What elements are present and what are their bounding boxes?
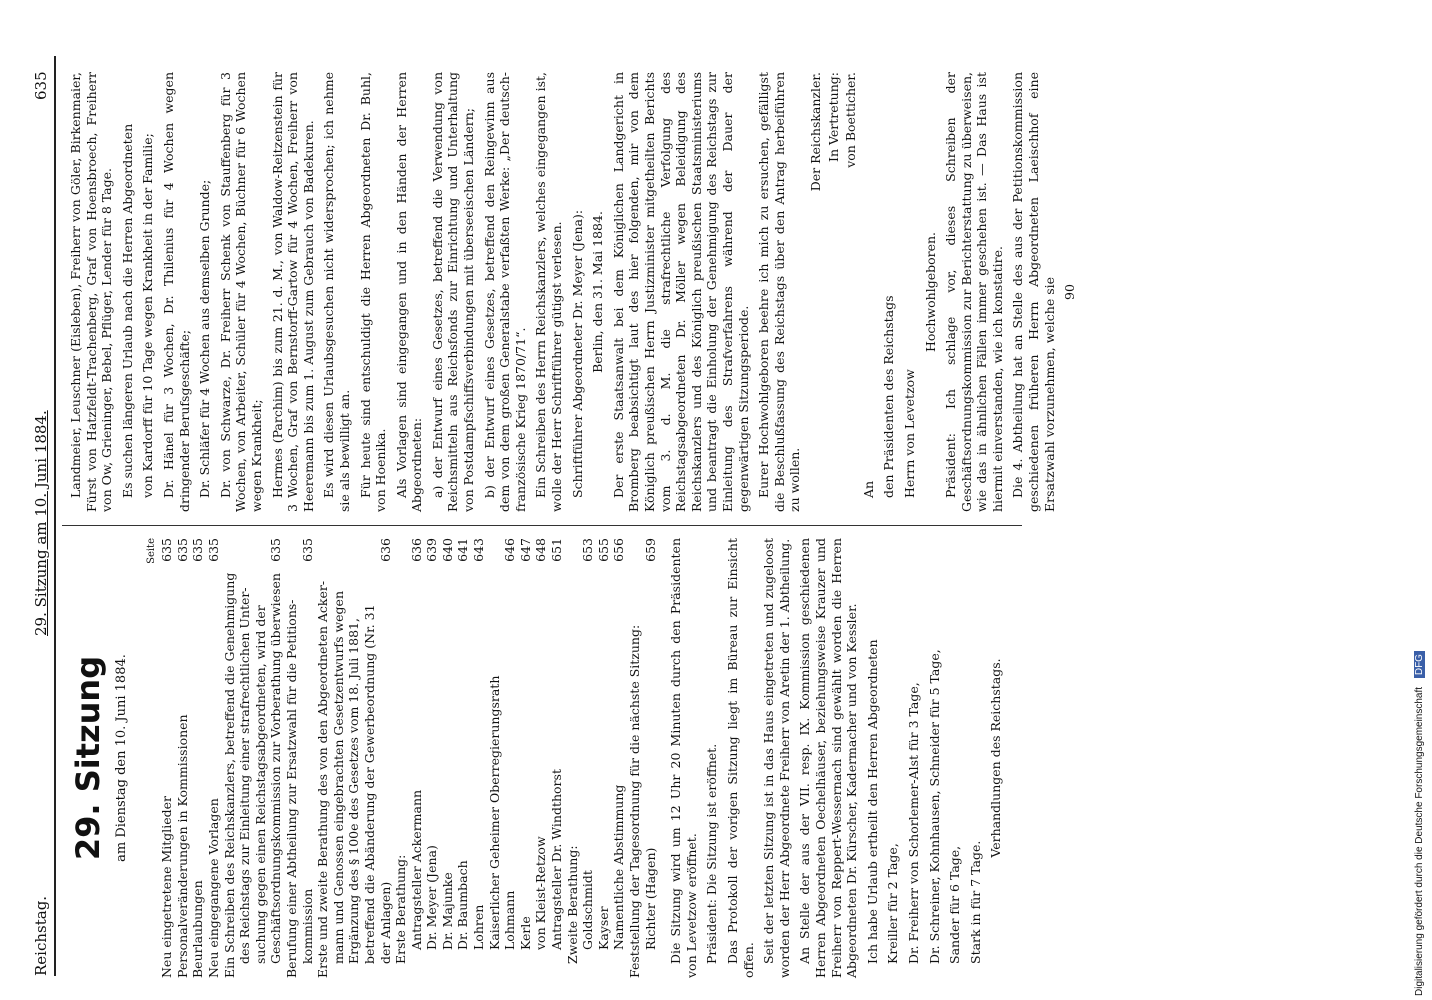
toc-entry-text: Kayser	[595, 906, 611, 950]
toc-entry	[565, 538, 581, 978]
toc-entry-text: Neu eingegangene Vorlagen	[205, 798, 221, 978]
header-page-number: 635	[32, 71, 50, 100]
column-divider	[62, 525, 1022, 526]
toc-entry-page: 653	[580, 538, 596, 566]
side-note-text: Digitalisierung gefördert durch die Deutsche Forschungsgemeinschaft	[1414, 686, 1425, 996]
table-of-contents	[159, 538, 658, 978]
paragraph: Dr. Schreiner, Kohnhausen, Schneider für 5 Tage,	[926, 649, 942, 964]
left-column	[68, 538, 1004, 978]
paragraph: Seit der letzten Sitzung ist in das Haus eingetreten und zugeloost worden der Herr Abgeordnete Freiherr von Aretin der 1. Abtheilung.	[761, 538, 792, 978]
toc-entry	[471, 538, 487, 978]
toc-entry-page: 639	[424, 538, 440, 566]
toc-entry-page: 635	[268, 538, 284, 566]
toc-entry-page: 636	[378, 538, 394, 566]
toc-entry-page: 641	[455, 538, 471, 566]
right-text	[68, 72, 1057, 512]
paragraph: Es suchen längeren Urlaub nach die Herren Abgeordneten	[119, 123, 135, 498]
toc-entry-page: 635	[159, 538, 175, 566]
toc-entry-text: von Kleist-Retzow	[533, 836, 549, 950]
paragraph: Ein Schreiben des Herrn Reichskanzlers, welches eingegangen ist, wolle der Herr Schriftführer gütigst verlesen.	[533, 72, 565, 512]
toc-entry-text: Goldschmidt	[580, 870, 596, 950]
toc-entry-text: suchung gegen einen Reichstagsabgeordneten, wird der	[252, 605, 268, 964]
paragraph: Schriftführer Abgeordneter Dr. Meyer (Jena):	[569, 209, 585, 498]
paragraph: Dr. Freiherr von Schorlemer-Alst für 3 Tage,	[905, 682, 921, 964]
toc-entry	[268, 538, 284, 978]
toc-entry	[518, 538, 534, 978]
toc-entry	[190, 538, 206, 978]
toc-entry	[206, 538, 222, 978]
paragraph: Stark in für 7 Tage.	[967, 840, 983, 964]
toc-entry-text: Geschäftsordnungskommission zur Vorberathung überwiesen	[268, 573, 284, 964]
toc-entry	[533, 538, 549, 978]
paragraph: Die 4. Abtheilung hat an Stelle des aus der Petitionskommission geschiedenen früheren Herrn Abgeordneten Laeischhof eine Ersatzwahl vorzunehmen, welche sie	[1010, 72, 1057, 512]
paragraph: Sander für 6 Tage,	[947, 845, 963, 964]
toc-entry-page: 648	[533, 538, 549, 566]
paragraph: Hochwohlgeboren.	[922, 231, 938, 353]
toc-entry-page: 643	[471, 538, 487, 566]
toc-entry-text: Ergänzung des § 100e des Gesetzes vom 18. Juli 1881,	[346, 618, 362, 964]
paragraph: Kreiller für 2 Tage,	[885, 843, 901, 964]
paragraph: den Präsidenten des Reichstags	[881, 295, 897, 498]
toc-entry-page: 640	[440, 538, 456, 566]
toc-entry-page: 635	[206, 538, 222, 566]
toc-entry-page: 659	[643, 538, 659, 566]
toc-entry-text: Neu eingetretene Mitglieder	[159, 795, 175, 978]
paragraph: Es wird diesen Urlaubsgesuchen nicht widersprochen; ich nehme sie als bewilligt an.	[321, 72, 352, 512]
page-signature: 90	[1062, 284, 1078, 300]
session-title: 29. Sitzung	[69, 655, 107, 861]
toc-entry-text: betreffend die Abänderung der Gewerbeordnung (Nr. 31	[361, 604, 377, 964]
toc-entry-text: Richter (Hagen)	[642, 847, 658, 950]
paragraph: Als Vorlagen sind eingegangen und in den Händen der Herren Abgeordneten:	[393, 72, 425, 512]
toc-seite-label: Seite	[145, 538, 157, 564]
toc-entry	[393, 538, 409, 978]
toc-entry	[440, 538, 456, 978]
toc-entry-text: der Anlagen)	[377, 881, 393, 964]
toc-entry	[424, 538, 440, 978]
toc-entry	[237, 538, 253, 978]
toc-entry-page: 651	[549, 538, 565, 566]
toc-entry	[549, 538, 565, 978]
paragraph: Die Sitzung wird um 12 Uhr 20 Minuten durch den Präsidenten von Levetzow eröffnet.	[668, 538, 699, 978]
paragraph: In Vertretung:	[825, 72, 841, 162]
toc-entry	[643, 538, 659, 978]
toc-entry	[253, 538, 269, 978]
toc-entry-page: 656	[611, 538, 627, 566]
paragraph: Präsident: Die Sitzung ist eröffnet.	[704, 743, 720, 964]
toc-entry-text: Beurlaubungen	[190, 880, 206, 978]
paragraph: Das Protokoll der vorigen Sitzung liegt im Büreau zur Einsicht offen.	[724, 538, 756, 978]
dfg-badge: DFG	[1414, 651, 1425, 678]
header-rule	[54, 56, 56, 976]
toc-entry-text: Personalveränderungen in Kommissionen	[174, 714, 190, 978]
paragraph: Landmeier, Leuschner (Eisleben), Freiherr von Göler, Birkenmaier, Fürst von Hatzfeldt-Trachenberg, Graf von Hoensbroech, Freiherr von Ow, Grieninger, Bebel, Pflüger, Lender für 8 Tage.	[68, 72, 115, 512]
toc-entry-text: Lohren	[471, 904, 487, 950]
toc-entry-text: Antragsteller Ackermann	[408, 789, 424, 950]
catchword: Verhandlungen des Reichstags.	[988, 658, 1004, 858]
toc-entry-text: Erste und zweite Berathung des von den Abgeordneten Acker-	[315, 580, 331, 978]
toc-entry	[378, 538, 394, 978]
toc-entry	[596, 538, 612, 978]
paragraph: Ich habe Urlaub ertheilt den Herren Abgeordneten	[864, 639, 880, 964]
toc-entry	[580, 538, 596, 978]
toc-entry-text: Zweite Berathung:	[564, 845, 580, 964]
paragraph: Dr. Schläfer für 4 Wochen aus demselben Grunde;	[197, 179, 213, 498]
toc-entry-text: Berufung einer Abtheilung zur Ersatzwahl für die Petitions-	[283, 599, 299, 978]
paragraph: An Stelle der aus der VII. resp. IX. Kommission geschiedenen Herren Abgeordneten Oechelhäuser, beziehungsweise Krauzer und Freiherr von Reppert-Wessernach sind gewählt worden die Herren Abgeordneten Dr. Kürscher, Kadermacher und von Kessler.	[797, 538, 860, 978]
side-note	[1414, 36, 1432, 996]
left-text	[668, 538, 983, 978]
toc-entry-text: Kaiserlicher Geheimer Oberregierungsrath	[486, 675, 502, 950]
toc-entry	[331, 538, 347, 978]
toc-entry-text: Kerle	[517, 916, 533, 950]
toc-entry	[362, 538, 378, 978]
paragraph: a) der Entwurf eines Gesetzes, betreffend die Verwendung von Reichsmitteln aus Reichsfonds zur Einrichtung und Unterhaltung von Postdampfschiffsverbindungen mit überseeischen Ländern;	[429, 72, 477, 512]
session-date: am Dienstag den 10. Juni 1884.	[114, 654, 129, 862]
toc-entry	[159, 538, 175, 978]
toc-entry	[284, 538, 300, 978]
paragraph: Der erste Staatsanwalt bei dem Königlichen Landgericht in Bromberg beabsichtigt laut des hier folgenden, mir von dem Königlich preußischen Herrn Justizminister mitgetheilten Berichts vom 3. d. M. die strafrechtliche Verfolgung des Reichstagsabgeordneten Dr. Möller wegen Beleidigung des Reichskanzlers und des Königlich preußischen Staatsministeriums und beantragt die Einholung der Genehmigung des Reichstags zur Einleitung des Strafverfahrens während der Dauer der gegenwärtigen Sitzungsperiode.	[610, 72, 751, 512]
paragraph: Präsident: Ich schlage vor, dieses Schreiben der Geschäftsordnungskommission zur Berichterstattung zu überweisen, wie das in ähnlichen Fällen immer geschehen ist. — Das Haus ist hiermit einverstanden, wie ich konstatire.	[943, 72, 1005, 512]
toc-entry-page: 646	[502, 538, 518, 566]
toc-entry-page: 636	[409, 538, 425, 566]
toc-entry-text: Dr. Baumbach	[455, 860, 471, 950]
toc-entry	[455, 538, 471, 978]
toc-entry	[487, 538, 503, 978]
toc-entry-page: 655	[596, 538, 612, 566]
toc-entry-text: mann und Genossen eingebrachten Gesetzentwurfs wegen	[330, 591, 346, 964]
toc-entry	[611, 538, 627, 978]
toc-entry-text: Ein Schreiben des Reichskanzlers, betreffend die Genehmigung	[221, 572, 237, 978]
toc-entry-text: Namentliche Abstimmung	[611, 784, 627, 950]
paragraph: von Boetticher.	[843, 72, 859, 168]
toc-entry-text: kommission	[299, 888, 315, 964]
toc-entry	[300, 538, 316, 978]
paragraph: Herrn von Levetzow	[901, 369, 917, 498]
toc-entry-page: 635	[175, 538, 191, 566]
paragraph: Dr. von Schwarze, Dr. Freiherr Schenk von Stauffenberg für 3 Wochen, von Arbeiter, Schüler für 4 Wochen, Büchner für 6 Wochen wegen Krankheit;	[217, 72, 264, 512]
paragraph: Berlin, den 31. Mai 1884.	[590, 211, 606, 373]
running-header	[32, 36, 54, 996]
paragraph: Eurer Hochwohlgeboren beehre ich mich zu ersuchen, gefälligst die Beschlußfassung des Reichstags über den Antrag herbeiführen zu wollen.	[756, 72, 803, 512]
right-column	[68, 72, 1078, 512]
paragraph: Dr. Hänel für 3 Wochen, Dr. Thilenius für 4 Wochen wegen dringender Berufsgeschäfte;	[160, 72, 192, 512]
toc-entry-text: Lohmann	[502, 890, 518, 950]
header-center: 29. Sitzung am 10. Juni 1884.	[32, 410, 50, 636]
paragraph: von Kardorff für 10 Tage wegen Krankheit in der Familie;	[140, 133, 156, 498]
paragraph: b) der Entwurf eines Gesetzes, betreffend den Reingewinn aus dem von dem großen Generalstabe verfaßten Werke: „Der deutsch-französische Krieg 1870/71“.	[481, 72, 528, 512]
toc-entry-text: Erste Berathung:	[393, 854, 409, 964]
paragraph: An	[860, 480, 876, 498]
paragraph: Hermes (Parchim) bis zum 21. d. M., von Waldow-Reitzenstein für 3 Wochen, Graf von Bernstorff-Gartow für 4 Wochen, Freiherr von Heeremann bis zum 1. August zum Gebrauch von Badekuren.	[269, 72, 316, 512]
toc-entry	[175, 538, 191, 978]
toc-entry-page: 635	[300, 538, 316, 566]
toc-entry-text: Dr. Meyer (Jena)	[424, 845, 440, 950]
page-canvas	[2, 36, 1414, 996]
toc-entry	[315, 538, 331, 978]
toc-entry-page: 635	[190, 538, 206, 566]
toc-entry-text: Feststellung der Tagesordnung für die nächste Sitzung:	[627, 624, 642, 978]
toc-entry-text: Dr. Majunke	[439, 872, 455, 950]
toc-entry	[502, 538, 518, 978]
toc-entry	[346, 538, 362, 978]
paragraph: Der Reichskanzler.	[807, 72, 823, 192]
toc-entry	[627, 538, 643, 978]
toc-entry	[222, 538, 238, 978]
toc-entry-text: Antragsteller Dr. Windthorst	[549, 769, 565, 950]
toc-entry-text: des Reichstags zur Einleitung einer strafrechtlichen Unter-	[237, 587, 253, 964]
header-left: Reichstag.	[32, 895, 50, 976]
toc-entry	[409, 538, 425, 978]
paragraph: Für heute sind entschuldigt die Herren Abgeordneten Dr. Buhl, von Hoenika.	[357, 72, 389, 512]
toc-entry-page: 647	[518, 538, 534, 566]
